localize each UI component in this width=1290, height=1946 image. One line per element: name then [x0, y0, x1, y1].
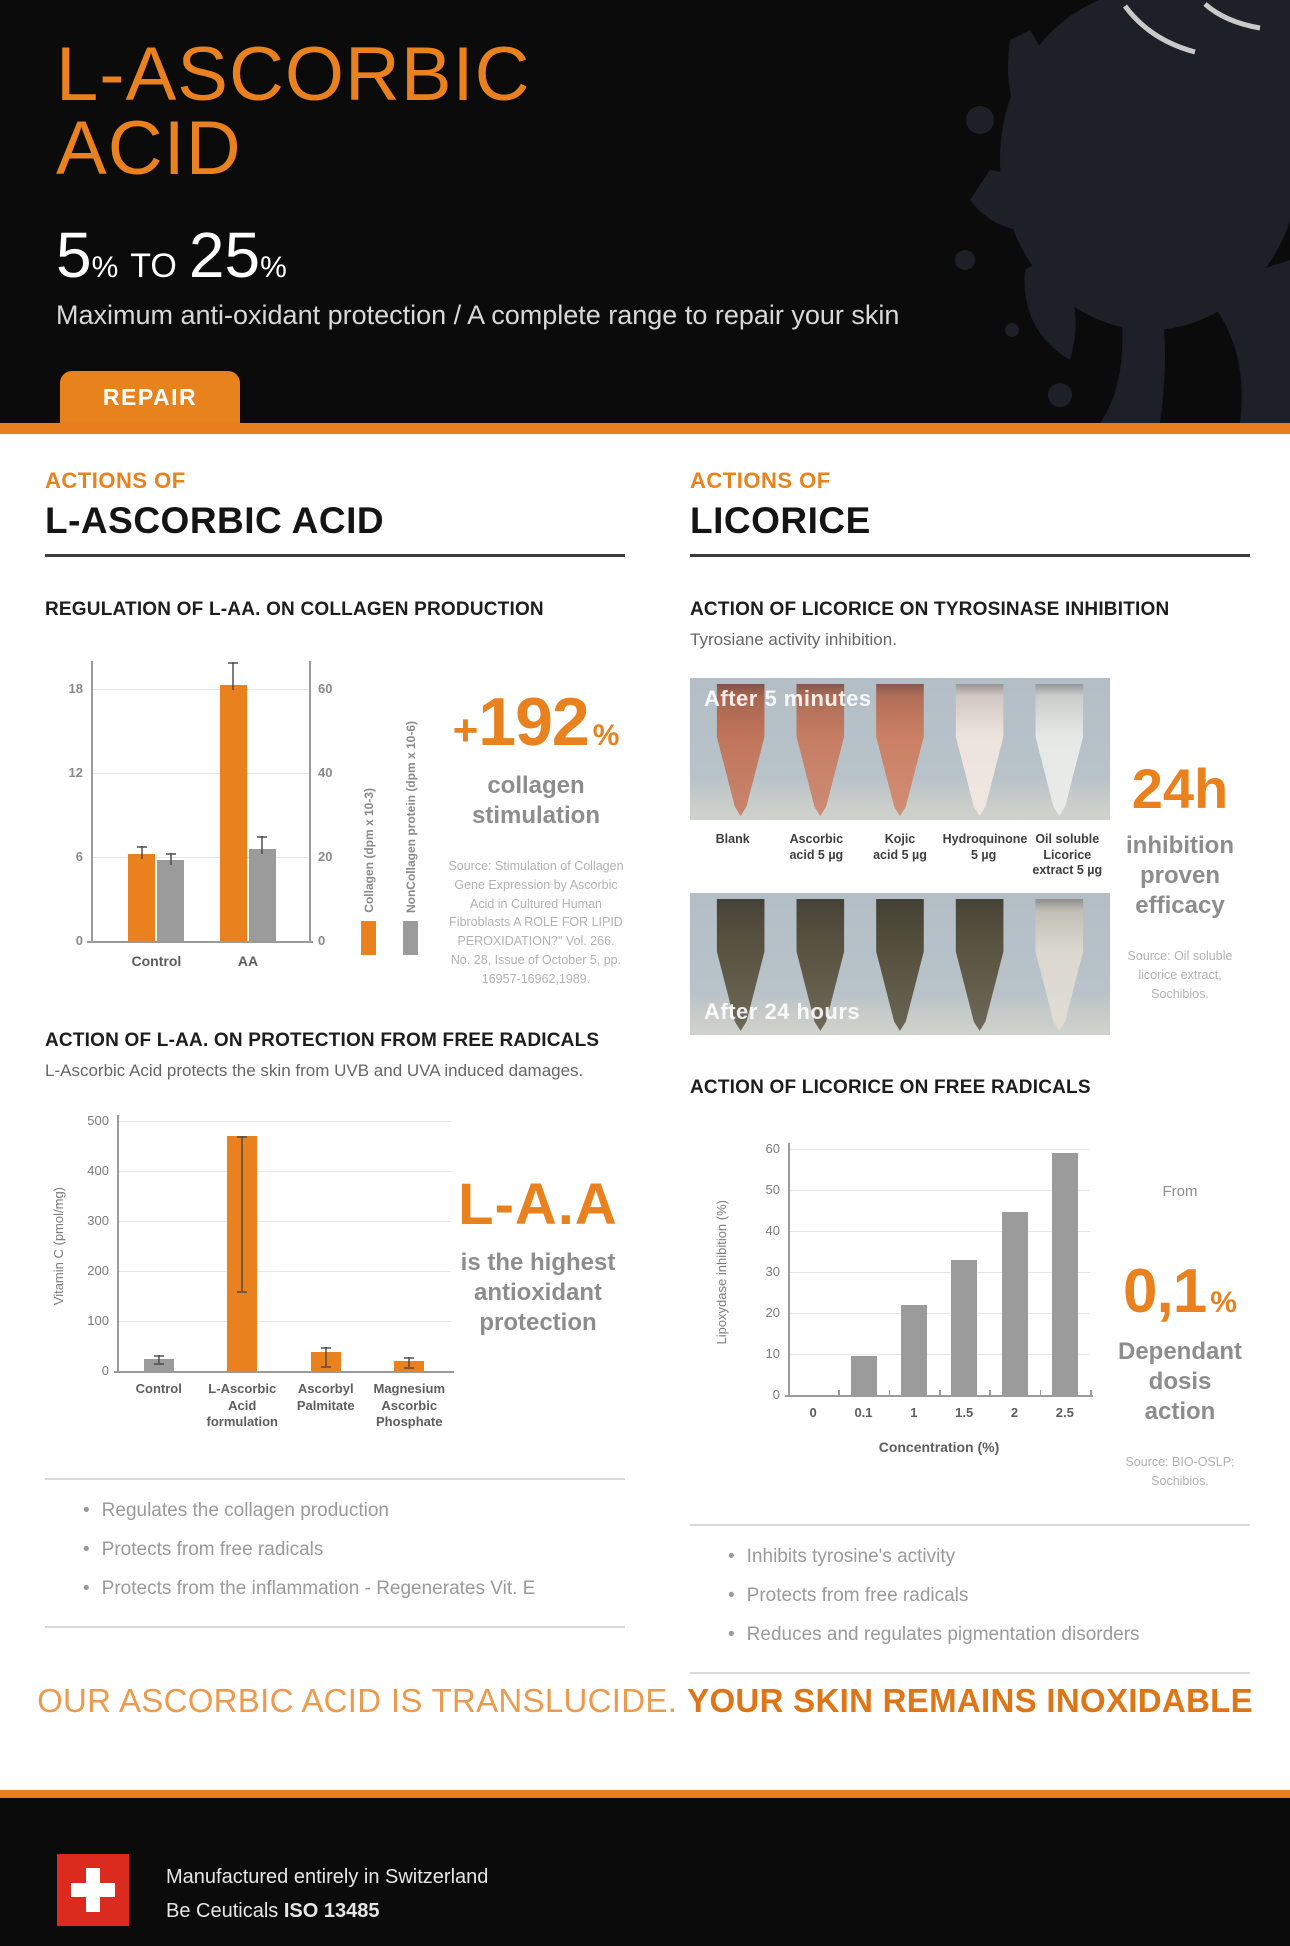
- gridline: [788, 1190, 1090, 1191]
- ink-splash-graphic: [730, 0, 1290, 423]
- y-axis-tick: 0: [101, 1363, 109, 1379]
- stat-dose-from: From: [1162, 1182, 1198, 1200]
- bar-4: [1002, 1212, 1028, 1394]
- stat-laa: [451, 1109, 625, 1444]
- bullet-icon: •: [728, 1585, 735, 1607]
- bar-aa-series0: [220, 685, 247, 941]
- test-tube-3: [951, 684, 1009, 816]
- vitamin-c-bar-chart: [45, 1109, 451, 1444]
- lipoxydase-bar-chart: [690, 1127, 1110, 1472]
- y-axis-tick: 400: [87, 1163, 109, 1179]
- tubes-row: [690, 678, 1250, 1035]
- x-axis-tick: [989, 1390, 991, 1395]
- test-tube-4: [1030, 899, 1088, 1031]
- benefits-list-left: [83, 1500, 625, 1600]
- y-axis-tick: 300: [87, 1213, 109, 1229]
- tube-labels-row: [690, 820, 1110, 893]
- bullet-icon: •: [83, 1539, 90, 1561]
- benefit-item: [728, 1546, 1250, 1568]
- stat-dose: [1110, 1127, 1250, 1491]
- legend-swatch-orange: [361, 921, 376, 955]
- x-axis-tick: [1090, 1390, 1092, 1395]
- column-title-right: LICORICE: [690, 500, 871, 541]
- x-category-label: 2: [1010, 1404, 1019, 1420]
- x-axis-title: Concentration (%): [878, 1438, 1000, 1455]
- stat-192-value: + 192 %: [452, 684, 620, 760]
- gridline: [788, 1272, 1090, 1273]
- column-l-ascorbic-acid: [45, 468, 625, 1628]
- x-axis-line: [785, 1395, 1093, 1397]
- y-axis-tick: 0: [772, 1386, 780, 1402]
- bottom-tagline: [0, 1682, 1290, 1720]
- benefit-text: Reduces and regulates pigmentation disorders: [746, 1624, 1140, 1646]
- bullet-icon: •: [83, 1500, 90, 1522]
- product-title: L-ASCORBIC ACID: [56, 32, 531, 191]
- free-radicals-section-subtitle: L-Ascorbic Acid protects the skin from UVB and UVA induced damages.: [45, 1061, 584, 1081]
- tyrosinase-section-subtitle: Tyrosiane activity inhibition.: [690, 630, 897, 649]
- eyebrow-left: ACTIONS OF: [45, 468, 186, 493]
- x-category-label: Control: [135, 1381, 182, 1397]
- divider: [45, 1626, 625, 1628]
- footer-line-2: Be Ceuticals ISO 13485: [166, 1900, 380, 1922]
- y-axis-tick: 100: [87, 1313, 109, 1329]
- error-bar-cap: [228, 662, 238, 664]
- y-axis-line: [788, 1143, 790, 1395]
- y-axis-tick-right: 60: [318, 681, 333, 696]
- bar-control-series0: [128, 854, 155, 941]
- divider: [45, 1478, 625, 1480]
- bullet-icon: •: [728, 1546, 735, 1568]
- tagline-bold: YOUR SKIN REMAINS INOXIDABLE: [687, 1682, 1253, 1719]
- gridline: [117, 1121, 451, 1122]
- stat-dose-source: Source: BIO-OSLP; Sochibios.: [1125, 1454, 1235, 1488]
- y-axis-tick-left: 0: [75, 933, 83, 948]
- legend-item-collagen: Collagen (dpm x 10-3): [361, 788, 376, 955]
- divider: [690, 1672, 1250, 1674]
- y-axis-title: Lipoxydase inhibition (%): [714, 1199, 729, 1345]
- stat-laa-caption: is the highest antioxidant protection: [460, 1249, 616, 1337]
- y-axis-tick-left: 12: [68, 765, 83, 780]
- error-bar: [241, 1136, 243, 1291]
- gridline: [788, 1149, 1090, 1150]
- benefit-text: Protects from free radicals: [101, 1539, 324, 1561]
- test-tube-3: [951, 899, 1009, 1031]
- x-axis-line: [114, 1371, 454, 1373]
- x-category-label: L-Ascorbic Acid formulation: [206, 1381, 278, 1429]
- y-axis-line: [117, 1115, 119, 1371]
- y-axis-tick: 10: [765, 1345, 780, 1361]
- stat-dose-caption: Dependant dosis action: [1117, 1337, 1242, 1425]
- error-bar-cap: [257, 836, 267, 838]
- error-bar-cap: [404, 1367, 414, 1369]
- tubes-photo-5min: [690, 678, 1110, 820]
- error-bar-cap: [321, 1366, 331, 1368]
- y-axis-tick: 30: [765, 1263, 780, 1279]
- y-axis-tick: 500: [87, 1113, 109, 1129]
- stat-24h-value: 24h: [1131, 757, 1229, 820]
- photo-overlay-24h: After 24 hours: [704, 998, 861, 1024]
- y-axis-tick: 200: [87, 1263, 109, 1279]
- error-bar-cap: [154, 1355, 164, 1357]
- bar-control-series1: [157, 860, 184, 941]
- divider: [690, 1524, 1250, 1526]
- error-bar-cap: [237, 1291, 247, 1293]
- photo-overlay-5min: After 5 minutes: [704, 686, 872, 711]
- gridline: [788, 1354, 1090, 1355]
- benefit-text: Regulates the collagen production: [101, 1500, 389, 1522]
- x-category-label: 0: [809, 1404, 817, 1420]
- x-category-label: 2.5: [1055, 1404, 1074, 1420]
- repair-tab: REPAIR: [60, 371, 240, 423]
- stat-24h-caption: inhibition proven efficacy: [1126, 832, 1234, 919]
- tube-label-1: Ascorbic acid 5 µg: [789, 832, 844, 862]
- benefits-list-right: [728, 1546, 1250, 1646]
- collagen-bar-chart: [45, 649, 355, 983]
- column-title-left: L-ASCORBIC ACID: [45, 500, 385, 541]
- footer-line-1: Manufactured entirely in Switzerland: [166, 1866, 489, 1888]
- test-tube-2: [871, 899, 929, 1031]
- tube-label-3: Hydroquinone 5 µg: [942, 832, 1028, 862]
- x-axis-tick: [939, 1390, 941, 1395]
- x-category-label: 0.1: [854, 1404, 873, 1420]
- title-rule: [690, 554, 1250, 557]
- x-category-label: Ascorbyl Palmitate: [296, 1381, 355, 1413]
- tube-label-2: Kojic acid 5 µg: [873, 832, 927, 862]
- gridline: [117, 1321, 451, 1322]
- x-category-label: 1.5: [955, 1404, 974, 1420]
- x-category-label: Magnesium Ascorbic Phosphate: [373, 1381, 445, 1429]
- left-axis-line: [91, 661, 93, 941]
- bar-aa-series1: [249, 849, 276, 941]
- footer: [0, 1790, 1290, 1946]
- error-bar-cap: [137, 846, 147, 848]
- y-axis-tick-right: 0: [318, 933, 326, 948]
- x-axis-tick: [1040, 1390, 1042, 1395]
- range-value-1: 5: [56, 219, 92, 291]
- lipoxydase-chart-row: [690, 1127, 1250, 1491]
- vitamin-c-chart-row: [45, 1109, 625, 1444]
- error-bar-cap: [237, 1136, 247, 1138]
- footer-accent-strip: [0, 1790, 1290, 1798]
- error-bar-cap: [166, 853, 176, 855]
- bar-3: [951, 1260, 977, 1395]
- tubes-photo-24h: [690, 893, 1110, 1035]
- benefit-text: Protects from free radicals: [746, 1585, 969, 1607]
- collagen-chart-row: [45, 649, 625, 988]
- tyrosinase-section-heading: ACTION OF LICORICE ON TYROSINASE INHIBITION: [690, 599, 1170, 620]
- gridline: [117, 1171, 451, 1172]
- tube-label-0: Blank: [715, 832, 750, 846]
- stat-dose-value: 0,1 %: [1123, 1256, 1237, 1326]
- gridline: [117, 1271, 451, 1272]
- bar-1: [851, 1356, 877, 1395]
- error-bar-cap: [154, 1363, 164, 1365]
- gridline: [117, 1221, 451, 1222]
- y-axis-tick: 50: [765, 1181, 780, 1197]
- y-axis-tick-left: 6: [75, 849, 83, 864]
- x-axis-tick: [889, 1390, 891, 1395]
- y-axis-tick: 40: [765, 1222, 780, 1238]
- y-axis-tick-right: 20: [318, 849, 333, 864]
- gridline: [788, 1231, 1090, 1232]
- header-subtitle: Maximum anti-oxidant protection / A complete range to repair your skin: [56, 300, 900, 330]
- benefit-item: [728, 1585, 1250, 1607]
- error-bar: [261, 836, 263, 854]
- x-category-label: Control: [131, 953, 182, 969]
- stat-192-caption: collagen stimulation: [471, 772, 600, 829]
- free-radicals-section-heading: ACTION OF L-AA. ON PROTECTION FROM FREE RADICALS: [45, 1030, 600, 1052]
- y-axis-tick: 20: [765, 1304, 780, 1320]
- column-licorice: [690, 468, 1250, 1674]
- benefit-item: [83, 1539, 625, 1561]
- test-tubes-block: [690, 678, 1110, 1035]
- gridline: [91, 857, 309, 858]
- benefit-item: [83, 1578, 625, 1600]
- licorice-radicals-section-heading: ACTION OF LICORICE ON FREE RADICALS: [690, 1076, 1091, 1098]
- y-axis-tick-right: 40: [318, 765, 333, 780]
- y-axis-title: Vitamin C (pmol/mg): [51, 1187, 66, 1306]
- x-category-label: 1: [910, 1404, 918, 1420]
- error-bar: [232, 662, 234, 689]
- benefit-text: Protects from the inflammation - Regenerates Vit. E: [101, 1578, 536, 1600]
- benefit-text: Inhibits tyrosine's activity: [746, 1546, 956, 1568]
- footer-text: [166, 1860, 488, 1928]
- range-value-2: 25: [188, 219, 261, 291]
- collagen-section-heading: REGULATION OF L-AA. ON COLLAGEN PRODUCTION: [45, 599, 544, 620]
- error-bar: [325, 1347, 327, 1366]
- tagline-light: OUR ASCORBIC ACID IS TRANSLUCIDE.: [37, 1682, 678, 1719]
- error-bar-cap: [404, 1357, 414, 1359]
- x-axis-tick: [838, 1390, 840, 1395]
- eyebrow-right: ACTIONS OF: [690, 468, 831, 493]
- test-tube-2: [871, 684, 929, 816]
- stat-24h-source: Source: Oil soluble licorice extract, Sochibios.: [1127, 949, 1233, 1001]
- legend-swatch-gray: [403, 921, 418, 955]
- stat-laa-value: L-A.A: [458, 1172, 618, 1238]
- bar-5: [1052, 1153, 1078, 1395]
- benefit-item: [728, 1624, 1250, 1646]
- tube-label-4: Oil soluble Licorice extract 5 µg: [1032, 832, 1103, 878]
- test-tube-4: [1030, 684, 1088, 816]
- collagen-chart-legend: [355, 649, 447, 983]
- swiss-flag-icon: [57, 1854, 129, 1926]
- bar-2: [901, 1305, 927, 1395]
- y-axis-tick-left: 18: [68, 681, 83, 696]
- accent-band: [0, 423, 1290, 434]
- error-bar-cap: [321, 1347, 331, 1349]
- y-axis-tick: 60: [765, 1140, 780, 1156]
- bullet-icon: •: [728, 1624, 735, 1646]
- bullet-icon: •: [83, 1578, 90, 1600]
- x-category-label: AA: [237, 953, 259, 969]
- error-bar: [141, 846, 143, 859]
- concentration-range: 5 % TO 25 %: [56, 219, 287, 291]
- header: [0, 0, 1290, 423]
- right-axis-line: [309, 661, 311, 941]
- stat-24h: [1110, 678, 1250, 1035]
- gridline: [788, 1313, 1090, 1314]
- x-axis-line: [87, 941, 313, 943]
- stat-collagen-stimulation: [447, 649, 625, 988]
- title-rule: [45, 554, 625, 557]
- gridline: [91, 689, 309, 690]
- gridline: [91, 773, 309, 774]
- benefit-item: [83, 1500, 625, 1522]
- legend-item-noncollagen: NonCollagen protein (dpm x 10-6): [403, 721, 418, 955]
- stat-192-source: Source: Stimulation of Collagen Gene Expression by Ascorbic Acid in Cultured Human Fibroblasts A ROLE FOR LIPID PEROXIDATION?" Vol. 266. No. 28, Issue of October 5, pp. 16957-16962,1989.: [448, 859, 624, 986]
